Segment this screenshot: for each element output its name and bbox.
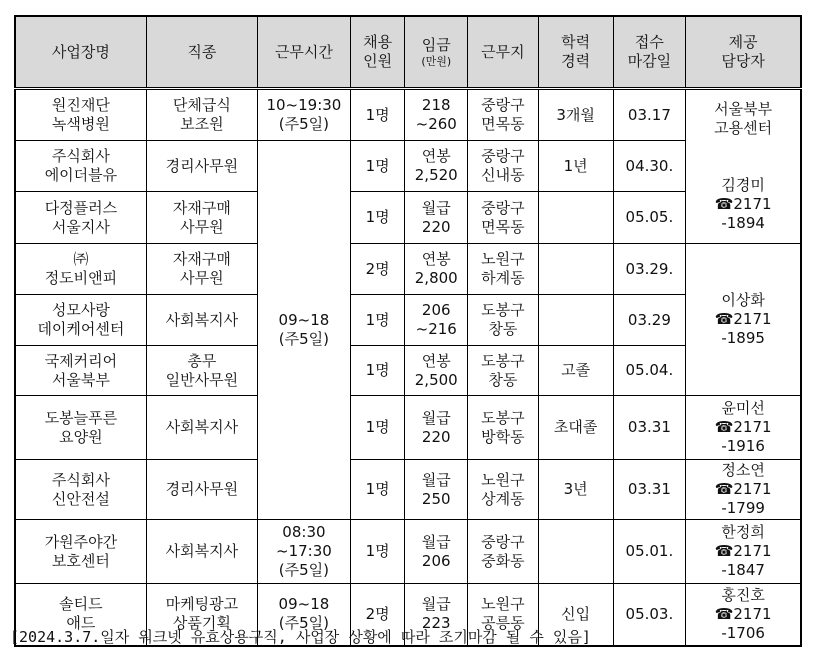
cell-contact: 윤미선 ☎2171 -1916: [686, 396, 801, 460]
cell-contact: 이상화 ☎2171 -1895: [686, 244, 801, 396]
cell-wage: 연봉 2,500: [405, 346, 468, 396]
cell-company: 주식회사 에이더블유: [15, 141, 146, 192]
cell-edu: 3개월: [538, 89, 613, 141]
cell-edu: 3년: [538, 460, 613, 520]
cell-job: 자재구매 사무원: [146, 192, 257, 244]
cell-job: 사회복지사: [146, 396, 257, 460]
cell-count: 1명: [350, 460, 405, 520]
cell-hours: 08:30 ~17:30 (주5일): [257, 520, 350, 584]
cell-location: 중랑구 면목동: [468, 192, 539, 244]
cell-wage: 218 ~260: [405, 89, 468, 141]
table-row: [15, 89, 801, 141]
cell-count: 1명: [350, 346, 405, 396]
cell-company: ㈜ 정도비앤피: [15, 244, 146, 295]
cell-location: 노원구 하계동: [468, 244, 539, 295]
cell-wage: 206 ~216: [405, 295, 468, 346]
cell-job: 경리사무원: [146, 460, 257, 520]
cell-location: 도봉구 창동: [468, 295, 539, 346]
cell-location: 중랑구 중화동: [468, 520, 539, 584]
table-row: [15, 520, 801, 584]
cell-contact: 정소연 ☎2171 -1799: [686, 460, 801, 520]
cell-job: 사회복지사: [146, 295, 257, 346]
cell-count: 1명: [350, 89, 405, 141]
table-row: [15, 295, 801, 346]
cell-deadline: 03.29: [613, 295, 686, 346]
cell-edu: 고졸: [538, 346, 613, 396]
cell-wage: 월급 220: [405, 396, 468, 460]
cell-deadline: 03.17: [613, 89, 686, 141]
header-wage-label: 임금: [421, 36, 451, 54]
cell-edu: [538, 520, 613, 584]
table-row: [15, 460, 801, 520]
cell-job: 자재구매 사무원: [146, 244, 257, 295]
cell-deadline: 05.04.: [613, 346, 686, 396]
header-wage: [405, 16, 468, 89]
cell-edu: [538, 295, 613, 346]
cell-deadline: 05.03.: [613, 584, 686, 646]
table-row: [15, 141, 801, 192]
cell-hours: 09~18 (주5일): [257, 584, 350, 646]
header-count: 채용 인원: [350, 16, 405, 89]
cell-job: 사회복지사: [146, 520, 257, 584]
footnote: [2024.3.7.일자 워크넷 유효상용구직, 사업장 상황에 따라 조기마감 될 수 있음]: [10, 628, 591, 646]
cell-deadline: 05.05.: [613, 192, 686, 244]
cell-contact: 홍진호 ☎2171 -1706: [686, 584, 801, 646]
cell-location: 도봉구 창동: [468, 346, 539, 396]
cell-deadline: 03.29.: [613, 244, 686, 295]
cell-company: 주식회사 신안전설: [15, 460, 146, 520]
header-contact: 제공 담당자: [686, 16, 801, 89]
cell-company: 성모사랑 데이케어센터: [15, 295, 146, 346]
cell-hours: 10~19:30 (주5일): [257, 89, 350, 141]
table-row: [15, 244, 801, 295]
header-hours: 근무시간: [257, 16, 350, 89]
job-listings-table: [14, 15, 802, 647]
cell-company: 도봉늘푸른 요양원: [15, 396, 146, 460]
cell-location: 노원구 공릉동: [468, 584, 539, 646]
cell-count: 1명: [350, 141, 405, 192]
header-job: 직종: [146, 16, 257, 89]
cell-job: 경리사무원: [146, 141, 257, 192]
cell-edu: 1년: [538, 141, 613, 192]
cell-edu: [538, 244, 613, 295]
cell-company: 원진재단 녹색병원: [15, 89, 146, 141]
header-wage-unit: (만원): [421, 55, 452, 68]
cell-count: 1명: [350, 520, 405, 584]
cell-edu: 초대졸: [538, 396, 613, 460]
cell-wage: 월급 220: [405, 192, 468, 244]
cell-edu: 신입: [538, 584, 613, 646]
cell-count: 2명: [350, 584, 405, 646]
cell-wage: 월급 223: [405, 584, 468, 646]
cell-count: 1명: [350, 396, 405, 460]
cell-edu: [538, 192, 613, 244]
cell-company: 국제커리어 서울북부: [15, 346, 146, 396]
header-deadline: 접수 마감일: [613, 16, 686, 89]
cell-company: 솔티드 애드: [15, 584, 146, 646]
header-location: 근무지: [468, 16, 539, 89]
cell-location: 중랑구 신내동: [468, 141, 539, 192]
cell-wage: 연봉 2,800: [405, 244, 468, 295]
cell-count: 1명: [350, 295, 405, 346]
cell-deadline: 03.31: [613, 460, 686, 520]
cell-count: 2명: [350, 244, 405, 295]
header-company: 사업장명: [15, 16, 146, 89]
header-row: [15, 16, 801, 89]
table-row: [15, 192, 801, 244]
cell-job: 총무 일반사무원: [146, 346, 257, 396]
cell-job: 마케팅광고 상품기획: [146, 584, 257, 646]
cell-company: 다정플러스 서울지사: [15, 192, 146, 244]
cell-job: 단체급식 보조원: [146, 89, 257, 141]
cell-wage: 연봉 2,520: [405, 141, 468, 192]
cell-deadline: 03.31: [613, 396, 686, 460]
cell-contact: 서울북부 고용센터 김경미 ☎2171 -1894: [686, 89, 801, 244]
cell-company: 가원주야간 보호센터: [15, 520, 146, 584]
cell-wage: 월급 206: [405, 520, 468, 584]
cell-count: 1명: [350, 192, 405, 244]
table-row: [15, 396, 801, 460]
cell-hours: 09~18 (주5일): [257, 141, 350, 520]
cell-wage: 월급 250: [405, 460, 468, 520]
cell-location: 도봉구 방학동: [468, 396, 539, 460]
cell-location: 중랑구 면목동: [468, 89, 539, 141]
cell-contact: 한정희 ☎2171 -1847: [686, 520, 801, 584]
cell-deadline: 04.30.: [613, 141, 686, 192]
table-row: [15, 346, 801, 396]
header-edu: 학력 경력: [538, 16, 613, 89]
cell-location: 노원구 상계동: [468, 460, 539, 520]
cell-deadline: 05.01.: [613, 520, 686, 584]
